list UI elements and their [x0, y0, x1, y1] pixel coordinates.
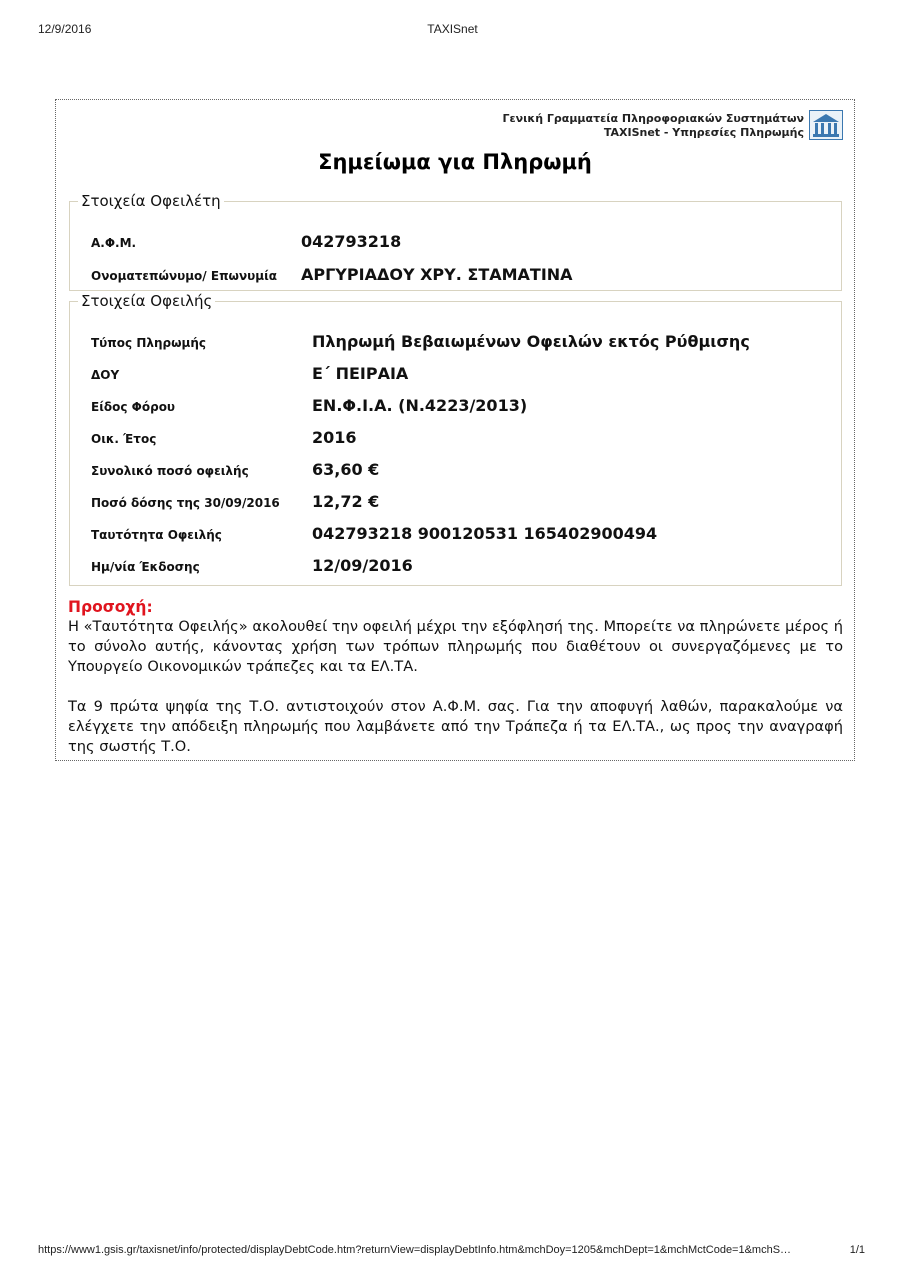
org-name: Γενική Γραμματεία Πληροφοριακών Συστημάτων	[502, 112, 804, 125]
fiscal-year-label: Οικ. Έτος	[91, 432, 157, 446]
debt-details-legend: Στοιχεία Οφειλής	[81, 292, 213, 310]
issue-date-value: 12/09/2016	[312, 556, 413, 575]
tax-office-label: ΔΟΥ	[91, 368, 120, 382]
tax-type-value: ΕΝ.Φ.Ι.Α. (Ν.4223/2013)	[312, 396, 528, 415]
print-url: https://www1.gsis.gr/taxisnet/info/protected/displayDebtCode.htm?returnView=displayDebtInfo.htm&mchDoy=1205&mchDept=1&mchMctCode=1&mchS…	[38, 1244, 792, 1256]
organization-header	[503, 112, 804, 140]
notice-paragraph: Τα 9 πρώτα ψηφία της Τ.Ο. αντιστοιχούν στον Α.Φ.Μ. σας. Για την αποφυγή λαθών, παρακαλούμε να ελέγχετε την απόδειξη πληρωμής που λαμβάνετε από την Τράπεζα ή τα ΕΛ.ΤΑ., ως προς την αναγραφή της σωστής Τ.Ο.	[68, 698, 843, 755]
name-value: ΑΡΓΥΡΙΑΔΟΥ ΧΡΥ. ΣΤΑΜΑΤΙΝΑ	[301, 265, 573, 284]
debt-id-label: Ταυτότητα Οφειλής	[91, 528, 222, 542]
total-amount-label: Συνολικό ποσό οφειλής	[91, 464, 249, 478]
afm-label: Α.Φ.Μ.	[91, 236, 137, 250]
payment-note-frame	[55, 99, 855, 761]
afm-value: 042793218	[301, 232, 402, 251]
name-label: Ονοματεπώνυμο/ Επωνυμία	[91, 269, 278, 283]
notice-title: Προσοχή:	[68, 598, 153, 616]
print-header	[0, 22, 905, 36]
print-title: TAXISnet	[427, 22, 478, 36]
total-amount-value: 63,60 €	[312, 460, 380, 479]
notice-section	[68, 597, 843, 757]
tax-type-label: Είδος Φόρου	[91, 400, 176, 414]
fiscal-year-value: 2016	[312, 428, 357, 447]
gsis-logo-icon	[809, 110, 843, 140]
org-service: TAXISnet - Υπηρεσίες Πληρωμής	[603, 126, 804, 139]
tax-office-value: Ε΄ ΠΕΙΡΑΙΑ	[312, 364, 409, 383]
notice-paragraph: Η «Ταυτότητα Οφειλής» ακολουθεί την οφειλή μέχρι την εξόφλησή της. Μπορείτε να πληρώνετε μέρος ή το σύνολο αυτής, κάνοντας χρήση των τρόπων πληρωμής που διαθέτουν οι συνεργαζόμενες με το Υπουργείο Οικονομικών τράπεζες και τα ΕΛ.ΤΑ.	[68, 618, 843, 675]
debt-details-section	[69, 292, 842, 586]
page-number: 1/1	[849, 1244, 865, 1256]
debtor-details-section	[69, 192, 842, 291]
payment-type-label: Τύπος Πληρωμής	[91, 336, 207, 350]
installment-label: Ποσό δόσης της 30/09/2016	[91, 496, 280, 510]
debt-id-value: 042793218 900120531 165402900494	[312, 524, 658, 543]
print-footer	[0, 1244, 905, 1258]
issue-date-label: Ημ/νία Έκδοσης	[91, 560, 200, 574]
print-date: 12/9/2016	[38, 22, 92, 36]
installment-value: 12,72 €	[312, 492, 380, 511]
payment-type-value: Πληρωμή Βεβαιωμένων Οφειλών εκτός Ρύθμισης	[312, 332, 750, 351]
debtor-details-legend: Στοιχεία Οφειλέτη	[81, 192, 221, 210]
page-title: Σημείωμα για Πληρωμή	[318, 150, 592, 174]
